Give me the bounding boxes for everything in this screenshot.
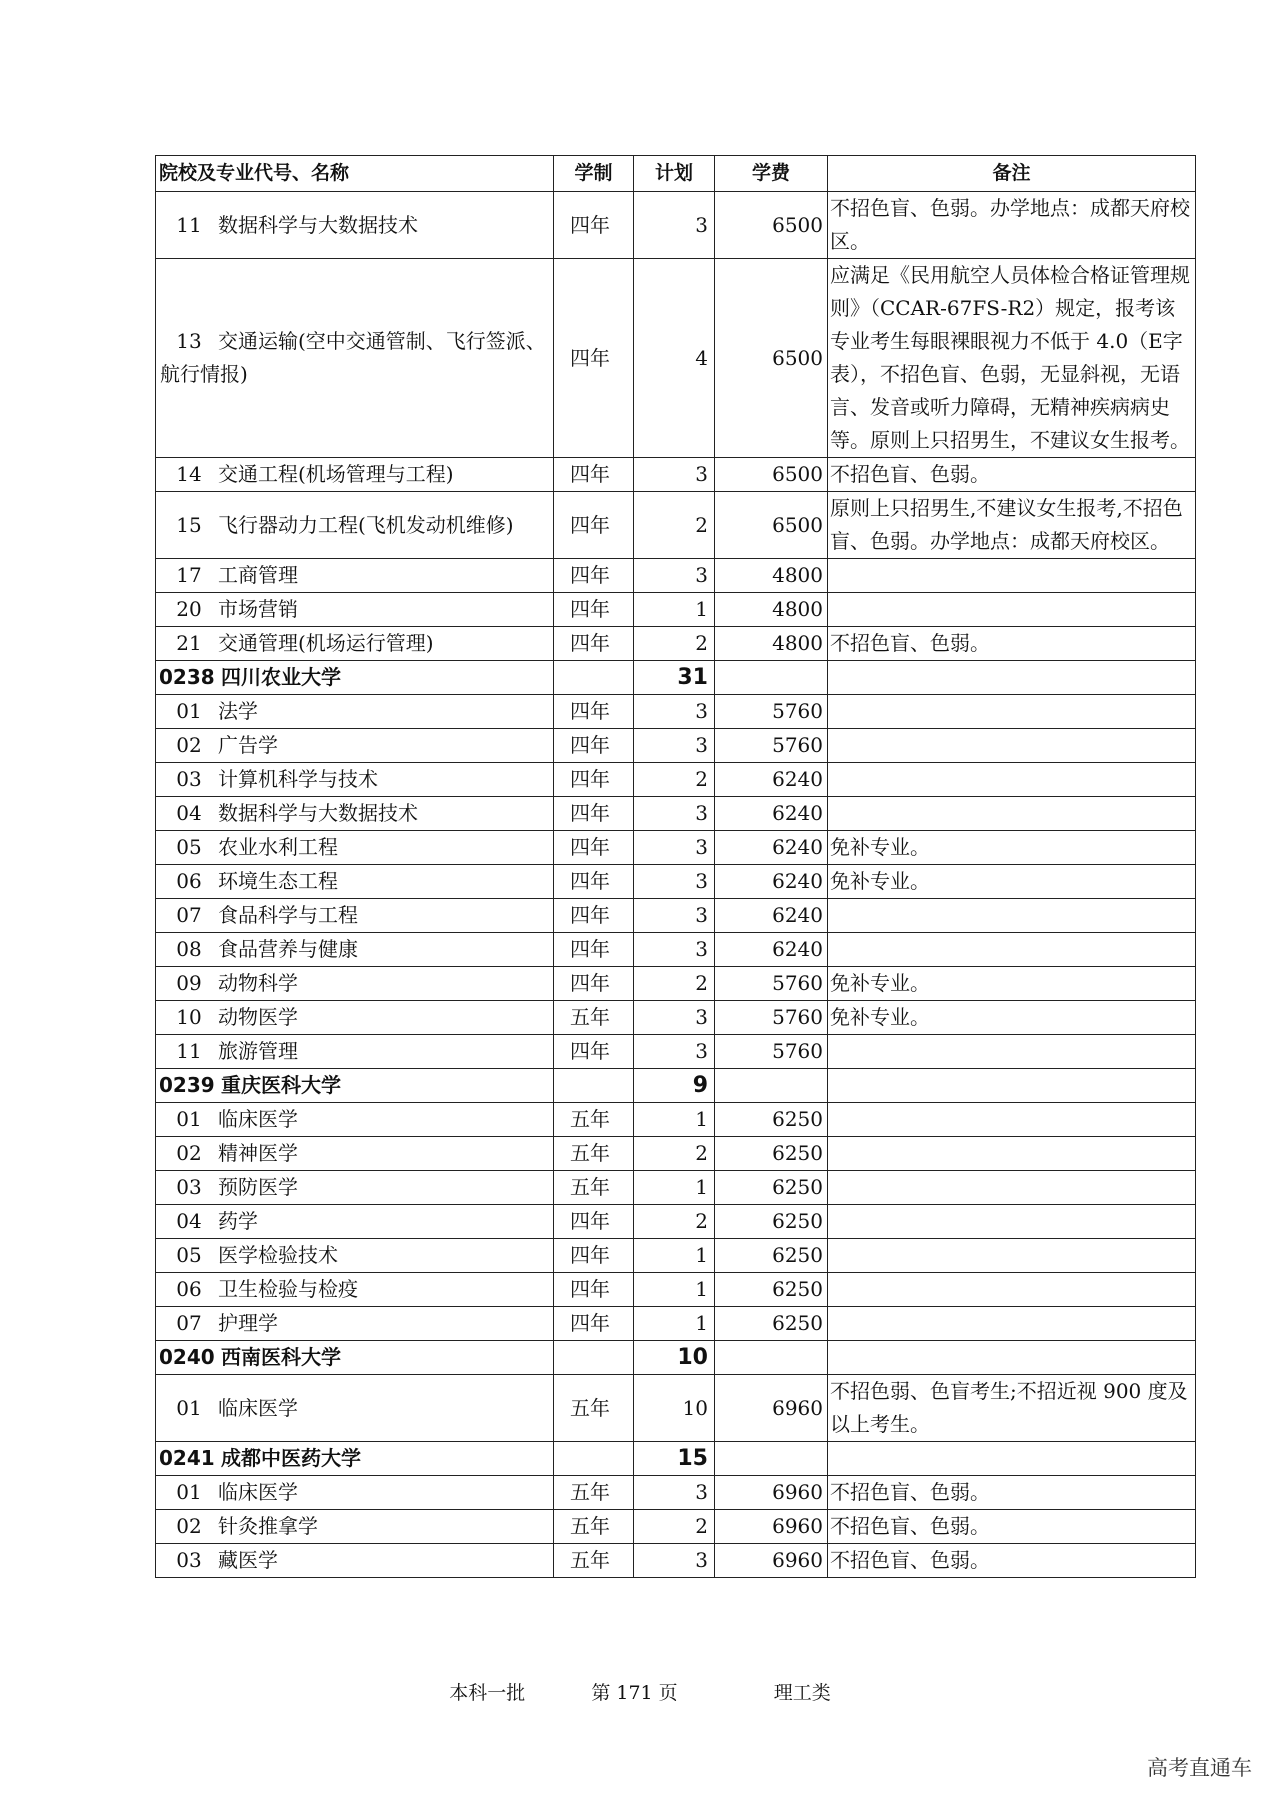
major-row (156, 899, 1196, 933)
school-name-cell (156, 1442, 554, 1476)
major-name-cell (156, 492, 554, 559)
note-cell: 不招色盲、色弱。 (828, 1544, 1196, 1578)
major-code: 05 (176, 835, 202, 859)
plan-cell: 1 (634, 1273, 715, 1307)
major-row (156, 763, 1196, 797)
duration-cell (554, 1442, 634, 1476)
duration-cell: 五年 (554, 1103, 634, 1137)
major-name: 工商管理 (218, 563, 298, 587)
plan-cell: 1 (634, 1103, 715, 1137)
major-name-cell (156, 865, 554, 899)
major-name: 计算机科学与技术 (218, 767, 378, 791)
major-name: 食品营养与健康 (218, 937, 358, 961)
major-name-cell (156, 1375, 554, 1442)
major-row (156, 627, 1196, 661)
plan-cell: 3 (634, 729, 715, 763)
school-name: 成都中医药大学 (221, 1446, 361, 1470)
header-fee: 学费 (715, 156, 828, 192)
fee-cell: 6250 (715, 1171, 828, 1205)
major-name: 数据科学与大数据技术 (218, 212, 418, 237)
major-row (156, 1307, 1196, 1341)
duration-cell: 四年 (554, 192, 634, 259)
duration-cell: 四年 (554, 492, 634, 559)
note-cell: 应满足《民用航空人员体检合格证管理规则》（CCAR-67FS-R2）规定，报考该专业考生每眼裸眼视力不低于 4.0（E字表），不招色盲、色弱，无显斜视，无语言、发音或听力障碍，无精神疾病病史等。原则上只招男生，不建议女生报考。 (828, 259, 1196, 458)
major-row (156, 1205, 1196, 1239)
duration-cell: 五年 (554, 1510, 634, 1544)
note-cell: 不招色弱、色盲考生;不招近视 900 度及以上考生。 (828, 1375, 1196, 1442)
school-row (156, 1442, 1196, 1476)
major-name: 临床医学 (218, 1107, 298, 1131)
major-code: 04 (176, 1209, 202, 1233)
school-code: 0240 (159, 1345, 215, 1369)
major-code: 20 (176, 597, 202, 621)
duration-cell: 五年 (554, 1375, 634, 1442)
fee-cell: 6960 (715, 1544, 828, 1578)
fee-cell: 6250 (715, 1205, 828, 1239)
plan-cell: 1 (634, 1171, 715, 1205)
major-code: 03 (176, 1175, 202, 1199)
major-code: 11 (176, 1039, 202, 1063)
major-row (156, 1544, 1196, 1578)
duration-cell: 四年 (554, 797, 634, 831)
fee-cell: 6240 (715, 831, 828, 865)
major-code: 01 (176, 1480, 202, 1504)
school-row (156, 1341, 1196, 1375)
fee-cell: 6240 (715, 763, 828, 797)
plan-cell: 10 (634, 1341, 715, 1375)
duration-cell: 四年 (554, 695, 634, 729)
major-row (156, 797, 1196, 831)
school-name-cell (156, 1069, 554, 1103)
major-name-cell (156, 1171, 554, 1205)
major-name: 市场营销 (218, 597, 298, 621)
fee-cell: 6250 (715, 1137, 828, 1171)
major-name: 针灸推拿学 (218, 1514, 318, 1538)
plan-cell: 2 (634, 627, 715, 661)
major-row (156, 1001, 1196, 1035)
fee-cell (715, 1442, 828, 1476)
fee-cell: 6500 (715, 492, 828, 559)
page-footer (0, 1678, 1280, 1705)
major-name: 预防医学 (218, 1175, 298, 1199)
major-code: 04 (176, 801, 202, 825)
major-row (156, 1171, 1196, 1205)
plan-cell: 9 (634, 1069, 715, 1103)
major-code: 10 (176, 1005, 202, 1029)
major-row (156, 1137, 1196, 1171)
plan-cell: 3 (634, 831, 715, 865)
watermark: 高考直通车 (1147, 1756, 1252, 1780)
major-name: 广告学 (218, 733, 278, 757)
plan-cell: 3 (634, 1476, 715, 1510)
major-name-cell (156, 1205, 554, 1239)
note-cell (828, 1103, 1196, 1137)
plan-cell: 3 (634, 695, 715, 729)
duration-cell (554, 661, 634, 695)
school-code: 0239 (159, 1073, 215, 1097)
fee-cell (715, 1069, 828, 1103)
duration-cell: 四年 (554, 729, 634, 763)
major-name-cell (156, 259, 554, 458)
major-code: 03 (176, 767, 202, 791)
fee-cell: 6960 (715, 1375, 828, 1442)
note-cell: 不招色盲、色弱。办学地点：成都天府校区。 (828, 192, 1196, 259)
plan-cell: 3 (634, 899, 715, 933)
major-code: 02 (176, 733, 202, 757)
major-name: 动物科学 (218, 971, 298, 995)
plan-cell: 31 (634, 661, 715, 695)
major-code: 21 (176, 631, 202, 655)
note-cell (828, 1035, 1196, 1069)
major-name-cell (156, 1307, 554, 1341)
major-name-cell (156, 1001, 554, 1035)
major-row (156, 259, 1196, 458)
school-name: 四川农业大学 (221, 665, 341, 689)
fee-cell: 5760 (715, 1035, 828, 1069)
header-note: 备注 (828, 156, 1196, 192)
major-name: 食品科学与工程 (218, 903, 358, 927)
school-row (156, 1069, 1196, 1103)
plan-cell: 3 (634, 933, 715, 967)
header-plan: 计划 (634, 156, 715, 192)
plan-cell: 1 (634, 1307, 715, 1341)
plan-cell: 3 (634, 192, 715, 259)
school-name-cell (156, 661, 554, 695)
note-cell (828, 1341, 1196, 1375)
note-cell (828, 933, 1196, 967)
major-name: 交通运输(空中交通管制、飞行签派、航行情报) (160, 329, 546, 386)
fee-cell: 6250 (715, 1307, 828, 1341)
major-name: 环境生态工程 (218, 869, 338, 893)
duration-cell (554, 1069, 634, 1103)
major-name-cell (156, 1035, 554, 1069)
fee-cell: 6250 (715, 1239, 828, 1273)
duration-cell: 五年 (554, 1001, 634, 1035)
duration-cell: 五年 (554, 1476, 634, 1510)
school-code: 0241 (159, 1446, 215, 1470)
table-header-row (156, 156, 1196, 192)
note-cell: 免补专业。 (828, 865, 1196, 899)
duration-cell (554, 1341, 634, 1375)
school-code: 0238 (159, 665, 215, 689)
major-name-cell (156, 899, 554, 933)
major-name: 药学 (218, 1209, 258, 1233)
fee-cell: 4800 (715, 593, 828, 627)
fee-cell: 6240 (715, 933, 828, 967)
major-name: 农业水利工程 (218, 835, 338, 859)
major-code: 03 (176, 1548, 202, 1572)
fee-cell: 6240 (715, 899, 828, 933)
note-cell: 免补专业。 (828, 831, 1196, 865)
major-name-cell (156, 1476, 554, 1510)
major-row (156, 1273, 1196, 1307)
major-row (156, 695, 1196, 729)
fee-cell: 6500 (715, 259, 828, 458)
major-name-cell (156, 1137, 554, 1171)
major-name-cell (156, 1239, 554, 1273)
note-cell (828, 1239, 1196, 1273)
duration-cell: 四年 (554, 899, 634, 933)
major-row (156, 458, 1196, 492)
fee-cell: 5760 (715, 729, 828, 763)
fee-cell: 4800 (715, 559, 828, 593)
major-name-cell (156, 1544, 554, 1578)
major-row (156, 1375, 1196, 1442)
plan-cell: 10 (634, 1375, 715, 1442)
note-cell (828, 1171, 1196, 1205)
major-name-cell (156, 627, 554, 661)
note-cell: 免补专业。 (828, 1001, 1196, 1035)
fee-cell: 6500 (715, 192, 828, 259)
fee-cell: 6240 (715, 797, 828, 831)
note-cell (828, 695, 1196, 729)
note-cell: 免补专业。 (828, 967, 1196, 1001)
plan-cell: 15 (634, 1442, 715, 1476)
major-name-cell (156, 729, 554, 763)
fee-cell: 5760 (715, 1001, 828, 1035)
note-cell (828, 559, 1196, 593)
fee-cell: 6960 (715, 1510, 828, 1544)
major-name-cell (156, 593, 554, 627)
note-cell (828, 1069, 1196, 1103)
major-row (156, 1035, 1196, 1069)
plan-cell: 3 (634, 1544, 715, 1578)
duration-cell: 五年 (554, 1137, 634, 1171)
major-row (156, 492, 1196, 559)
footer-batch: 本科一批 (449, 1682, 526, 1704)
note-cell (828, 1273, 1196, 1307)
duration-cell: 四年 (554, 831, 634, 865)
plan-cell: 1 (634, 593, 715, 627)
duration-cell: 四年 (554, 865, 634, 899)
note-cell: 不招色盲、色弱。 (828, 458, 1196, 492)
duration-cell: 四年 (554, 559, 634, 593)
fee-cell: 5760 (715, 967, 828, 1001)
major-name: 法学 (218, 699, 258, 723)
fee-cell (715, 1341, 828, 1375)
major-name: 交通管理(机场运行管理) (218, 631, 434, 655)
major-name-cell (156, 1510, 554, 1544)
major-name: 医学检验技术 (218, 1243, 338, 1267)
major-code: 11 (176, 212, 202, 237)
school-name: 西南医科大学 (221, 1345, 341, 1369)
major-code: 06 (176, 869, 202, 893)
major-name: 藏医学 (218, 1548, 278, 1572)
note-cell: 不招色盲、色弱。 (828, 1476, 1196, 1510)
duration-cell: 四年 (554, 458, 634, 492)
plan-cell: 1 (634, 1239, 715, 1273)
school-name: 重庆医科大学 (221, 1073, 341, 1097)
plan-cell: 2 (634, 763, 715, 797)
major-name-cell (156, 192, 554, 259)
major-row (156, 933, 1196, 967)
major-name-cell (156, 1273, 554, 1307)
duration-cell: 四年 (554, 1205, 634, 1239)
major-name: 交通工程(机场管理与工程) (218, 462, 454, 486)
plan-cell: 3 (634, 797, 715, 831)
major-code: 15 (176, 512, 202, 537)
major-row (156, 729, 1196, 763)
duration-cell: 四年 (554, 1239, 634, 1273)
major-code: 05 (176, 1243, 202, 1267)
major-name: 旅游管理 (218, 1039, 298, 1063)
major-row (156, 192, 1196, 259)
major-row (156, 1476, 1196, 1510)
duration-cell: 五年 (554, 1171, 634, 1205)
fee-cell: 6500 (715, 458, 828, 492)
note-cell (828, 1205, 1196, 1239)
table-body (156, 192, 1196, 1578)
duration-cell: 四年 (554, 967, 634, 1001)
fee-cell: 6250 (715, 1273, 828, 1307)
fee-cell: 6250 (715, 1103, 828, 1137)
note-cell (828, 661, 1196, 695)
plan-cell: 3 (634, 559, 715, 593)
plan-cell: 3 (634, 458, 715, 492)
plan-cell: 4 (634, 259, 715, 458)
major-name: 临床医学 (218, 1480, 298, 1504)
major-row (156, 967, 1196, 1001)
major-name-cell (156, 458, 554, 492)
note-cell: 不招色盲、色弱。 (828, 627, 1196, 661)
admissions-plan-table (155, 155, 1196, 1578)
footer-category: 理工类 (773, 1682, 831, 1704)
major-name-cell (156, 933, 554, 967)
plan-cell: 3 (634, 865, 715, 899)
major-code: 09 (176, 971, 202, 995)
major-code: 07 (176, 1311, 202, 1335)
duration-cell: 四年 (554, 259, 634, 458)
major-code: 14 (176, 462, 202, 486)
fee-cell: 4800 (715, 627, 828, 661)
duration-cell: 四年 (554, 1035, 634, 1069)
plan-cell: 3 (634, 1035, 715, 1069)
duration-cell: 五年 (554, 1544, 634, 1578)
major-code: 02 (176, 1514, 202, 1538)
major-row (156, 865, 1196, 899)
header-name: 院校及专业代号、名称 (156, 156, 554, 192)
major-name: 飞行器动力工程(飞机发动机维修) (218, 512, 514, 537)
major-name: 临床医学 (218, 1395, 298, 1420)
major-code: 06 (176, 1277, 202, 1301)
duration-cell: 四年 (554, 763, 634, 797)
note-cell (828, 763, 1196, 797)
major-row (156, 831, 1196, 865)
major-row (156, 559, 1196, 593)
duration-cell: 四年 (554, 933, 634, 967)
major-name-cell (156, 831, 554, 865)
fee-cell: 5760 (715, 695, 828, 729)
major-name-cell (156, 967, 554, 1001)
plan-cell: 2 (634, 492, 715, 559)
fee-cell (715, 661, 828, 695)
note-cell (828, 797, 1196, 831)
major-code: 07 (176, 903, 202, 927)
major-code: 08 (176, 937, 202, 961)
major-row (156, 1103, 1196, 1137)
school-row (156, 661, 1196, 695)
header-duration: 学制 (554, 156, 634, 192)
note-cell (828, 729, 1196, 763)
note-cell: 不招色盲、色弱。 (828, 1510, 1196, 1544)
plan-cell: 2 (634, 1205, 715, 1239)
major-code: 01 (176, 1107, 202, 1131)
note-cell (828, 1442, 1196, 1476)
plan-cell: 2 (634, 1137, 715, 1171)
note-cell (828, 899, 1196, 933)
major-code: 02 (176, 1141, 202, 1165)
fee-cell: 6240 (715, 865, 828, 899)
major-name: 卫生检验与检疫 (218, 1277, 358, 1301)
major-code: 01 (176, 1395, 202, 1420)
major-row (156, 1510, 1196, 1544)
major-name-cell (156, 559, 554, 593)
major-row (156, 593, 1196, 627)
major-code: 01 (176, 699, 202, 723)
major-name-cell (156, 695, 554, 729)
major-name: 精神医学 (218, 1141, 298, 1165)
major-name-cell (156, 1103, 554, 1137)
duration-cell: 四年 (554, 1307, 634, 1341)
plan-cell: 2 (634, 1510, 715, 1544)
major-name: 动物医学 (218, 1005, 298, 1029)
major-code: 17 (176, 563, 202, 587)
major-name-cell (156, 763, 554, 797)
plan-cell: 3 (634, 1001, 715, 1035)
fee-cell: 6960 (715, 1476, 828, 1510)
note-cell: 原则上只招男生,不建议女生报考,不招色盲、色弱。办学地点：成都天府校区。 (828, 492, 1196, 559)
major-code: 13 (176, 329, 202, 353)
major-name: 数据科学与大数据技术 (218, 801, 418, 825)
duration-cell: 四年 (554, 1273, 634, 1307)
major-name: 护理学 (218, 1311, 278, 1335)
note-cell (828, 593, 1196, 627)
duration-cell: 四年 (554, 593, 634, 627)
plan-cell: 2 (634, 967, 715, 1001)
footer-page-number: 第 171 页 (591, 1682, 678, 1704)
note-cell (828, 1137, 1196, 1171)
major-row (156, 1239, 1196, 1273)
school-name-cell (156, 1341, 554, 1375)
duration-cell: 四年 (554, 627, 634, 661)
note-cell (828, 1307, 1196, 1341)
major-name-cell (156, 797, 554, 831)
